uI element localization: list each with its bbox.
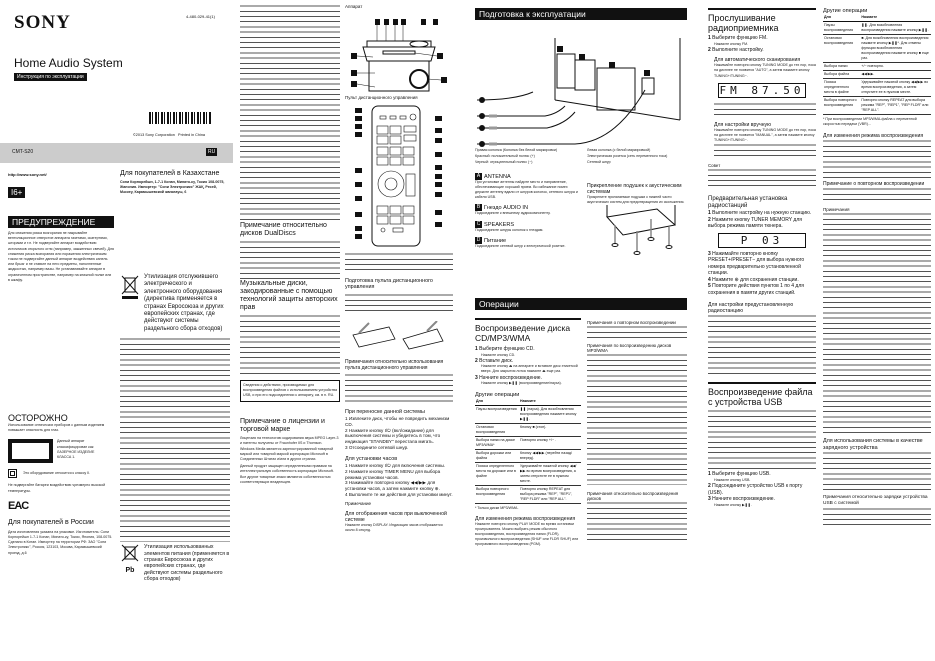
russia-heading: Для покупателей в России <box>8 518 94 526</box>
remote-label: Пульт дистанционного управления <box>345 95 418 100</box>
license-item: Все другие товарные знаки являются собственностью соответствующих владельцев. <box>240 475 331 485</box>
clock-note-label: Примечание <box>345 500 372 506</box>
usb-step: 2 Подсоедините устройство USB к порту (USB). <box>708 483 803 496</box>
usb-notes-heading: Примечания <box>823 207 850 213</box>
other-ops-heading: Другие операции <box>475 392 520 399</box>
table-row: Паузы воспроизведения ❚❚. Для возобновления воспроизведения нажмите кнопку ▶❚❚. <box>823 22 931 35</box>
preset-step: 5 Повторите действия пунктов 1 по 4 для сохранения в памяти других станций. <box>708 283 804 296</box>
legend-item: Красный: положительный полюс (+) <box>475 154 535 159</box>
ops-right <box>587 314 687 548</box>
remote-diagram <box>345 102 453 252</box>
lcd-preset: P 03 <box>718 233 806 248</box>
cd-step: 1 Выберите функцию CD. Нажмите кнопку CD. <box>475 346 535 357</box>
repeat-notes-heading: Примечания о повторном воспроизведении <box>587 320 676 325</box>
usb-boxed-note: Сведения о действиях, производимых для воспроизведения файлов с использованием устройства USB, и при его подсоединении к аппарату, см. в п. RU. <box>240 380 340 402</box>
model-bar <box>0 143 233 163</box>
pads-block <box>587 173 687 261</box>
battery-insert-diagram <box>345 321 453 351</box>
column-2 <box>120 170 230 583</box>
charge-heading: Для использования системы в качестве зарядного устройства <box>823 438 923 451</box>
legend-item: Электрическая розетка (сеть переменного тока) <box>587 154 668 159</box>
mp3-notes-heading: Примечания по воспроизведению дисков MP3/WMA <box>587 343 672 353</box>
manual-tune-text: Нажимайте повторно кнопку TUNING MODE до тех пор, пока на дисплее не появится "MANUAL", а затем нажмите кнопку TUNING+/TUNING−. <box>714 127 816 143</box>
laser-text: Данный аппарат классифицирован как ЛАЗЕРНОЕ ИЗДЕЛИЕ КЛАССА 1. <box>57 439 95 460</box>
prep-item-power: D Питание Подсоедините сетевой шнур к электрической розетке. <box>475 236 566 248</box>
license-list <box>240 436 340 486</box>
dual-disc-text <box>240 240 340 280</box>
manual-tune-heading: Для настройки вручную <box>714 121 772 128</box>
tune-preset-heading: Для настройки предустановленную радиостанцию <box>708 302 794 315</box>
prep-section <box>475 8 687 260</box>
table-row: Выбора дорожки или файла Кнопку ◀◀/▶▶ (перейти назад/вперед). <box>475 450 581 463</box>
prep-item-speakers: C SPEAKERS Подсоедините шнуры колонок к гнездам. <box>475 220 544 232</box>
move-step: 3 Отсоедините сетевой шнур. <box>345 445 409 450</box>
column-4 <box>345 4 453 534</box>
usb-resume-heading: Примечание о повторном воспроизведении <box>823 181 925 188</box>
battery-text: Не подвергайте батареи воздействию чрезмерно высокой температуры. <box>8 483 106 493</box>
clock-step: 4 Выполните те же действия для установки минут. <box>345 491 453 497</box>
table-row: Выбора повторного воспроизведения Повторно кнопку REPEAT для выбора режима "REP", "REP1", "REP FLDR" или "REP ALL". <box>475 486 581 504</box>
barcode <box>149 112 211 124</box>
table-row: Остановки воспроизведения ■. Для возобновления воспроизведения нажмите кнопку ▶❚❚*. Для отмены функции возобновления воспроизведения нажмите кнопку ■ еще раз. <box>823 35 931 63</box>
cd-step: 3 Начните воспроизведение. Нажмите кнопку ▶❚❚ (воспроизведение/пауза). <box>475 374 562 386</box>
clock-step: 1 Нажмите кнопку I/⏻ для включения системы. <box>345 463 446 468</box>
radio-column <box>708 8 816 508</box>
legend-item: Правая колонка (Колонка без белой маркировки) <box>475 148 558 152</box>
table-row: Выбора повторного воспроизведения Повторно кнопку REPEAT для выбора режима "REP", "REP1", "REP FLDR" или "REP ALL". <box>823 97 931 115</box>
usb-step: 3 Начните воспроизведение. Нажмите кнопку ▶❚❚. <box>708 496 775 507</box>
pads-heading: Прикрепление подушек к акустическим системам <box>587 182 682 195</box>
copyright: ©2013 Sony Corporation <box>133 133 175 137</box>
move-steps <box>345 416 453 451</box>
preset-step: 4 Нажмите ⊕ для сохранения станции. <box>708 276 799 283</box>
radio-heading: Прослушивание радиоприемника <box>708 13 779 33</box>
battery-bin-icon <box>120 544 140 582</box>
column-3-body <box>240 4 340 222</box>
manual-subtitle: Инструкция по эксплуатации <box>14 73 87 81</box>
auto-scan-text: Нажимайте повторно кнопку TUNING MODE до тех пор, пока на дисплее не появится "AUTO", а затем нажмите кнопку TUNING+/TUNING−. <box>714 63 816 78</box>
legend-left <box>475 148 581 167</box>
table-row: Поиска определенного места в файле Удерживайте нажатой кнопку ◀◀/▶▶ во время воспроизведения, а затем отпустите ее в нужном месте. <box>823 79 931 97</box>
cd-step: 2 Вставьте диск. Нажмите кнопку ⏏ на аппарате и вставьте диск этикеткой вверх. Для закрытия лотка нажмите ⏏ еще раз. <box>475 357 578 374</box>
table-row: Выбора файла ◀◀/▶▶. <box>823 71 931 79</box>
compat-notes-heading: Примечания относительно воспроизведения дисков <box>587 491 679 501</box>
warning-text: Для снижения риска возгорания не накрывайте вентиляционное отверстие аппарата газетами, скатертями, шторами и т.п. Не подвергайте аппарат воздействию источников открытого огня (например, зажженных свечей). Для снижения риска возгорания или поражения электрическим током не подвергайте данный аппарат воздействию капель или брызг и не ставьте на него предметы, наполненные жидкостью, например вазы. Не устанавливайте аппарат в ограниченном пространстве, например на книжной полке или в шкафу. <box>8 231 114 282</box>
prep-item-audio-in: B Гнездо AUDIO IN Подсоедините к внешнему аудиокомпоненту. <box>475 204 551 216</box>
music-disc-heading: Музыкальные диски, закодированные с помощью технологий защиты авторских прав <box>240 280 338 311</box>
clock-display-heading: Для отображения часов при выключенной системе <box>345 510 447 523</box>
pads-diagram <box>587 205 687 255</box>
auto-scan-heading: Для автоматического сканирования <box>714 57 801 64</box>
age-badge: I6+ <box>8 187 25 198</box>
legend-right <box>587 148 687 167</box>
music-disc-text <box>240 314 340 376</box>
preset-step: 1 Выполните настройку на нужную станцию. <box>708 210 812 217</box>
prep-item-antenna: A ANTENNA При установке антенны найдите место и направление, обеспечивающие хороший прием. Во избежание помех держите антенну вдали от шнуров колонок, сетевого шнура и кабеля USB. <box>475 172 578 200</box>
weee-text: Утилизация отслужившего электрического и электронного оборудования (директива применяется в странах Евросоюза и других европейских странах, где действуют системы раздельного сбора отходов) <box>144 274 224 332</box>
clock-display-text: Нажмите кнопку DISPLAY. Индикация часов отображается около 8 секунд. <box>345 523 443 533</box>
play-mode-text: Нажмите повторно кнопку PLAY MODE во время остановки проигрывателя. Можно выбрать режим обычного воспроизведения, воспроизведения папки (FLDR), произвольного воспроизведения (SHUF или FLDR SHUF) или программного воспроизведения (PGM). <box>475 521 579 547</box>
table-row: Выбора папки на диске MP3/WMA* Повторно кнопку +/− . <box>475 437 581 450</box>
prep-heading: Подготовка к эксплуатации <box>475 8 687 20</box>
play-mode-heading: Для изменения режима воспроизведения <box>475 515 576 522</box>
unit-label: Аппарат <box>345 4 363 9</box>
copyright-text <box>133 133 205 137</box>
table-row: Паузы воспроизведения ❚❚ (пауза). Для возобновления воспроизведения нажмите кнопку ▶❚❚. <box>475 406 581 424</box>
license-heading: Примечание о лицензии и торговой марке <box>240 417 325 433</box>
remote-prep-text <box>345 293 453 315</box>
warning-heading: ПРЕДУПРЕЖДЕНИЕ <box>8 216 114 228</box>
kazakhstan-text: Сони Корпорейшн, 1-7-1 Конан, Минато-ку, Токио 108-0075, Жапония. Импортер: "Сони Электроникс" ЖАҚ, Ресей, Мәскеу, Карамышевский жағалауы, 6 <box>120 180 225 195</box>
legend-item: Черный: отрицательный полюс (−) <box>475 160 533 165</box>
product-title: Home Audio System <box>14 56 123 70</box>
prep-items <box>475 173 581 261</box>
pb-symbol: Pb <box>125 567 135 575</box>
move-step: 1 Извлеките диск, чтобы не повредить механизм CD. <box>345 416 450 427</box>
preset-heading: Предварительная установка радиостанций <box>708 196 788 210</box>
usb-heading: Воспроизведение файла с устройства USB <box>708 387 813 408</box>
clock-step: 3 Нажимайте повторно кнопку ◀◀/▶▶ для установки часов, а затем нажмите кнопку ⊕. <box>345 480 440 492</box>
lcd-frequency: FM 87.50 <box>719 83 805 97</box>
radio-step: 1 Выберите функцию FM. Нажмите кнопку FM. <box>708 35 768 46</box>
cover-panel <box>0 0 233 165</box>
ops-section <box>475 298 687 548</box>
column-3 <box>240 4 340 486</box>
dual-disc-heading: Примечание относительно дисков DualDiscs <box>240 222 327 237</box>
eac-logo: EAC <box>8 499 29 512</box>
legend-item: Левая колонка (с белой маркировкой) <box>587 148 651 152</box>
ops-left <box>475 314 581 548</box>
license-item: Windows Media является зарегистрированной товарной маркой или товарной маркой корпорации Microsoft в Соединенных Штатах и/или в других странах. <box>240 447 334 462</box>
license-item: Данный продукт защищен определенными правами на интеллектуальную собственность корпорации Microsoft. <box>240 463 334 473</box>
battery-disposal-text: Утилизация использованных элементов питания (применяется в странах Евросоюза и других европейских странах, где действуют системы раздельного сбора отходов) <box>144 544 230 583</box>
remote-caption <box>345 252 453 272</box>
remote-prep-heading: Подготовка пульта дистанционного управления <box>345 278 433 291</box>
column-1 <box>8 172 114 556</box>
lang-badge: RU <box>208 149 216 155</box>
usb-other-ops-heading: Другие операции <box>823 8 868 14</box>
preset-step: 2 Нажмите кнопку TUNER MEMORY для выбора режима памяти тюнера. <box>708 216 802 230</box>
printed-in: Printed in China <box>178 133 206 137</box>
remote-notes-heading: Примечания относительно использования пульта дистанционного управления <box>345 358 444 371</box>
cd-heading: Воспроизведение диска CD/MP3/WMA <box>475 323 571 343</box>
part-number: 4-480-029-41(1) <box>186 14 215 19</box>
usb-ops-column <box>823 8 931 529</box>
usb-ops-table: Для Нажмите Паузы воспроизведения ❚❚. Для возобновления воспроизведения нажмите кнопку ▶❚❚. Остановки воспроизведения ■. Для возобновления воспроизведения нажмите кнопку ▶❚❚*. Для отмены функции возобновления воспроизведения нажмите кнопку ■ еще раз. Выбора папки +/− повторно. Выбора файла ◀◀/▶▶. Поиска определенного места в файле Удерживайте нажатой кнопку ◀◀/▶▶ во время воспроизведения, а затем отпустите ее в нужном месте. Выбора повторного воспроизведения Повторно кнопку REPEAT для выбора режима "REP", "REP1", "REP FLDR" или "REP ALL". <box>823 14 931 115</box>
brand-logo: SONY <box>14 12 71 33</box>
usb-play-mode-heading: Для изменения режима воспроизведения <box>823 133 924 140</box>
clock-steps <box>345 463 453 498</box>
table-row: Выбора папки +/− повторно. <box>823 63 931 71</box>
class2-text: Это оборудование относится к классу II. <box>23 471 91 476</box>
ops-heading: Операции <box>475 298 687 310</box>
charge-notes-heading: Примечания относительно зарядки устройства USB с системой <box>823 495 928 507</box>
legend-item: Сетевой шнур <box>587 160 611 165</box>
preset-step: 3 Нажимайте повторно кнопку PRESET+/PRESET− для выбора нужного номера предварительно установленной станции. <box>708 250 805 277</box>
usb-table-footnote: * При воспроизведении MP3/WMA-файла с переменной скоростью передачи (VBR)... <box>823 117 917 127</box>
table-row: Поиска определенного места на дорожке или в файле Удерживайте нажатой кнопку ◀◀/▶▶ во время воспроизведения, а затем отпустите ее в нужном месте. <box>475 463 581 486</box>
move-step: 2 Нажмите кнопку I/⏻ (вкл/ожидание) для выключения системы и убедитесь в том, что индикация "STANDBY" перестала мигать. <box>345 427 441 445</box>
connection-diagram <box>475 20 687 148</box>
class2-icon <box>8 469 17 478</box>
kazakhstan-heading: Для покупателей в Казахстане <box>120 170 220 177</box>
remote-notes-text <box>345 373 453 403</box>
table-row: Остановки воспроизведения Кнопку ■ (стоп). <box>475 424 581 437</box>
caution-text: Использование оптических приборов с данным изделием повышает опасность для глаз. <box>8 423 105 433</box>
usb-step: 1 Выберите функцию USB. Нажмите кнопку USB. <box>708 471 771 482</box>
unit-diagram <box>345 13 453 93</box>
russia-text: Дата изготовления указана на упаковке. Изготовитель: Сони Корпорейшн 1-7-1 Конан, Минато-ку, Токио, Япония, 108-0075. Сделано в Китае. Импортер на территории РФ: ЗАО "Сони Электроникс", Россия, 123103, Москва, Карамышевский проезд, д.6 <box>8 529 113 555</box>
tip-label: Совет <box>708 163 721 169</box>
laser-label <box>8 439 53 463</box>
weee-bin-icon <box>120 274 140 333</box>
weee-body <box>120 337 230 542</box>
clock-step: 2 Нажмите кнопку TIMER MENU для выбора режима установки часов. <box>345 468 441 480</box>
license-item: Лицензия на технологию кодирования звука MPEG Layer-3 и патенты получены от Fraunhofer IIS и Thomson. <box>240 435 339 445</box>
pads-text: Прикрепите прилагаемые подушки к нижней части акустических систем для предотвращения их скольжения. <box>587 195 685 205</box>
radio-step: 2 Выполните настройку. <box>708 46 764 53</box>
clock-heading: Для установки часов <box>345 455 398 462</box>
sony-url: http://www.sony.net/ <box>8 172 47 177</box>
table-footnote: * Только диски MP3/WMA. <box>475 506 519 511</box>
model-number: CMT-S20 <box>12 149 34 155</box>
cd-ops-table: Для Нажмите Паузы воспроизведения ❚❚ (пауза). Для возобновления воспроизведения нажмите кнопку ▶❚❚. Остановки воспроизведения Кнопку ■ (стоп). Выбора папки на диске MP3/WMA* Повторно кнопку +/− . Выбора дорожки или файла Кнопку ◀◀/▶▶ (перейти назад/вперед). Поиска определенного места на дорожке или в файле Удерживайте нажатой кнопку ◀◀/▶▶ во время воспроизведения, а затем отпустите ее в нужном месте. Выбора повторного воспроизведения Повторно кнопку REPEAT для выбора режима "REP", "REP1", "REP FLDR" или "REP ALL". <box>475 398 581 504</box>
move-heading: При переноске данной системы <box>345 408 425 415</box>
caution-heading: ОСТОРОЖНО <box>8 413 68 423</box>
